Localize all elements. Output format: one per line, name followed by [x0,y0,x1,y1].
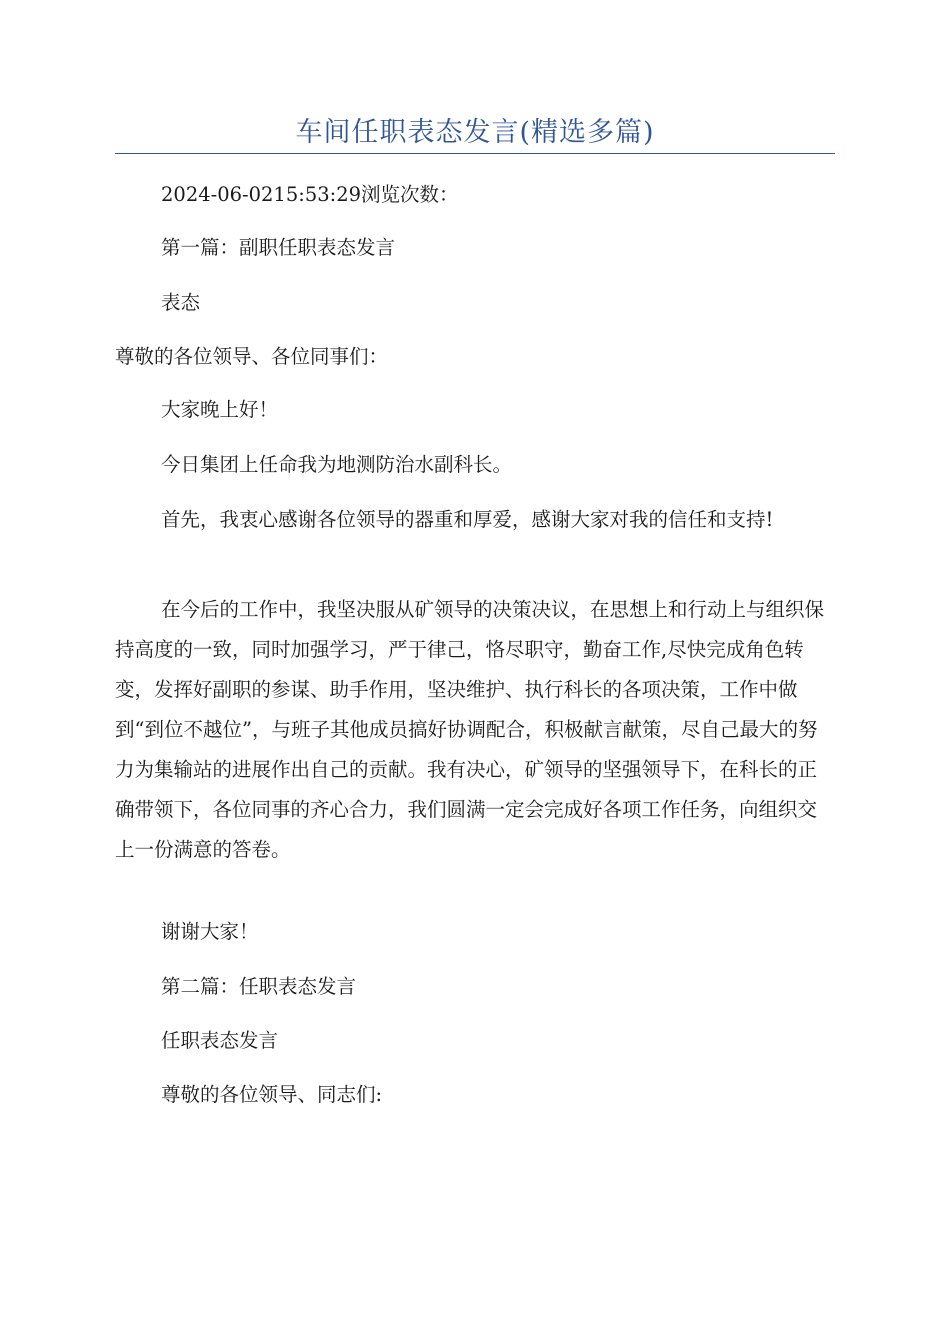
paragraph-biaotai: 表态 [161,291,201,314]
salutation-1: 尊敬的各位领导、各位同事们： [115,345,389,368]
section-heading-1: 第一篇：副职任职表态发言 [161,236,396,259]
document-title: 车间任职表态发言(精选多篇) [295,117,655,148]
greeting: 大家晚上好！ [161,398,279,421]
paragraph-appointment: 今日集团上任命我为地测防治水副科长。 [161,453,513,476]
salutation-2: 尊敬的各位领导、同志们: [161,1083,383,1106]
closing-thanks: 谢谢大家！ [161,920,259,943]
meta-line: 2024-06-0215:53:29浏览次数： [161,183,459,206]
subheading-speech: 任职表态发言 [161,1029,279,1052]
section-heading-2: 第二篇：任职表态发言 [161,975,357,998]
paragraph-commitment: 在今后的工作中，我坚决服从矿领导的决策决议，在思想上和行动上与组织保持高度的一致，同时加强学习，严于律己，恪尽职守，勤奋工作,尽快完成角色转变，发挥好副职的参谋、助手作用，坚决维护、执行科长的各项决策，工作中做到“到位不越位”，与班子其他成员搞好协调配合，积极献言献策，尽自己最大的努力为集输站的进展作出自己的贡献。我有决心，矿领导的坚强领导下，在科长的正确带领下，各位同事的齐心合力，我们圆满一定会完成好各项工作任务，向组织交上一份满意的答卷。 [115,598,825,861]
title-underline [115,153,835,154]
paragraph-thanks: 首先，我衷心感谢各位领导的器重和厚爱，感谢大家对我的信任和支持! [161,508,774,531]
